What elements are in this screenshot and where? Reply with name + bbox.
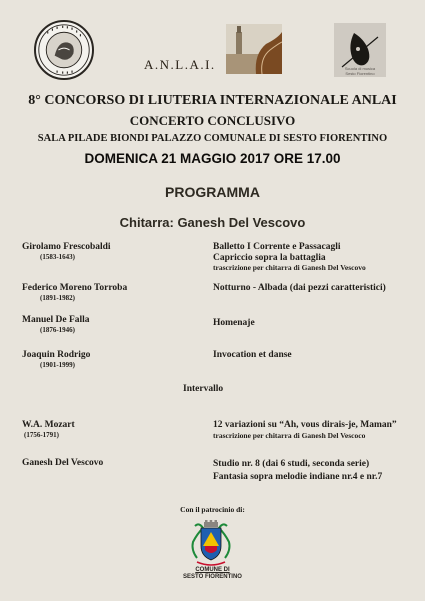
municipality-name [0,567,425,581]
work-line: Capriccio sopra la battaglia [213,252,326,263]
work-line: Fantasia sopra melodie indiane nr.4 e nr.7 [213,472,383,482]
composer-name: Ganesh Del Vescovo [22,458,104,468]
music-school-logo [334,23,386,77]
composer-cell [22,458,103,469]
patronage-label: Con il patrocinio di: [180,505,245,514]
seal-logo-icon [34,20,94,80]
composer-dates: (1891-1982) [40,293,75,302]
work-line: Notturno - Albada (dai pezzi caratteristici) [213,283,386,293]
composer-cell [22,315,90,335]
composer-cell [22,242,111,262]
work-line: Invocation et danse [213,350,292,360]
cathedral-violin-image [226,24,282,74]
transcription-note: trascrizione per chitarra di Ganesh Del Vescovo [213,263,366,272]
composer-dates: (1756-1791) [24,430,59,439]
caption-line-2: Sesto Fiorentino [345,70,375,76]
music-school-caption [334,67,386,76]
work-line: Homenaje [213,318,255,328]
composer-name: Girolamo Frescobaldi [22,242,111,252]
concert-subtitle: CONCERTO CONCLUSIVO [129,113,296,128]
composer-name: Federico Moreno Torroba [22,283,128,293]
transcription-note: trascrizione per chitarra di Ganesh Del Vescoco [213,430,366,440]
comune-line-1: COMUNE DI [195,567,230,573]
intermission-label: Intervallo [183,384,224,394]
work-cell [213,242,366,273]
work-cell [213,283,386,294]
work-cell [213,318,255,329]
event-title: 8° CONCORSO DI LIUTERIA INTERNAZIONALE ANLAI [28,93,397,108]
work-cell [213,458,382,484]
composer-name: W.A. Mozart [22,420,75,430]
anlai-logo-text: A.N.L.A.I. [144,57,216,72]
work-line: 12 variazioni su “Ah, vous dirais-je, Maman” [213,420,397,430]
composer-dates: (1583-1643) [40,252,75,261]
composer-cell [22,420,75,440]
venue-line: SALA PILADE BIONDI PALAZZO COMUNALE DI SESTO FIORENTINO [37,133,388,144]
performer-line: Chitarra: Ganesh Del Vescovo [119,215,306,230]
composer-cell [22,350,90,370]
composer-name: Joaquin Rodrigo [22,350,91,360]
composer-cell [22,283,127,303]
work-line: Studio nr. 8 (dai 6 studi, seconda serie) [213,459,370,469]
comune-line-2: SESTO FIORENTINO [183,574,242,580]
work-line: Balletto I Corrente e Passacagli [213,242,341,252]
caption-line-1: Scuola di musica [344,66,376,71]
date-line: DOMENICA 21 MAGGIO 2017 ORE 17.00 [84,151,341,166]
work-cell [213,350,292,361]
composer-name: Manuel De Falla [22,315,90,325]
city-crest-icon [187,520,235,568]
composer-dates: (1901-1999) [40,360,75,369]
programma-heading: PROGRAMMA [165,184,260,200]
composer-dates: (1876-1946) [40,325,75,334]
work-cell [213,420,397,440]
